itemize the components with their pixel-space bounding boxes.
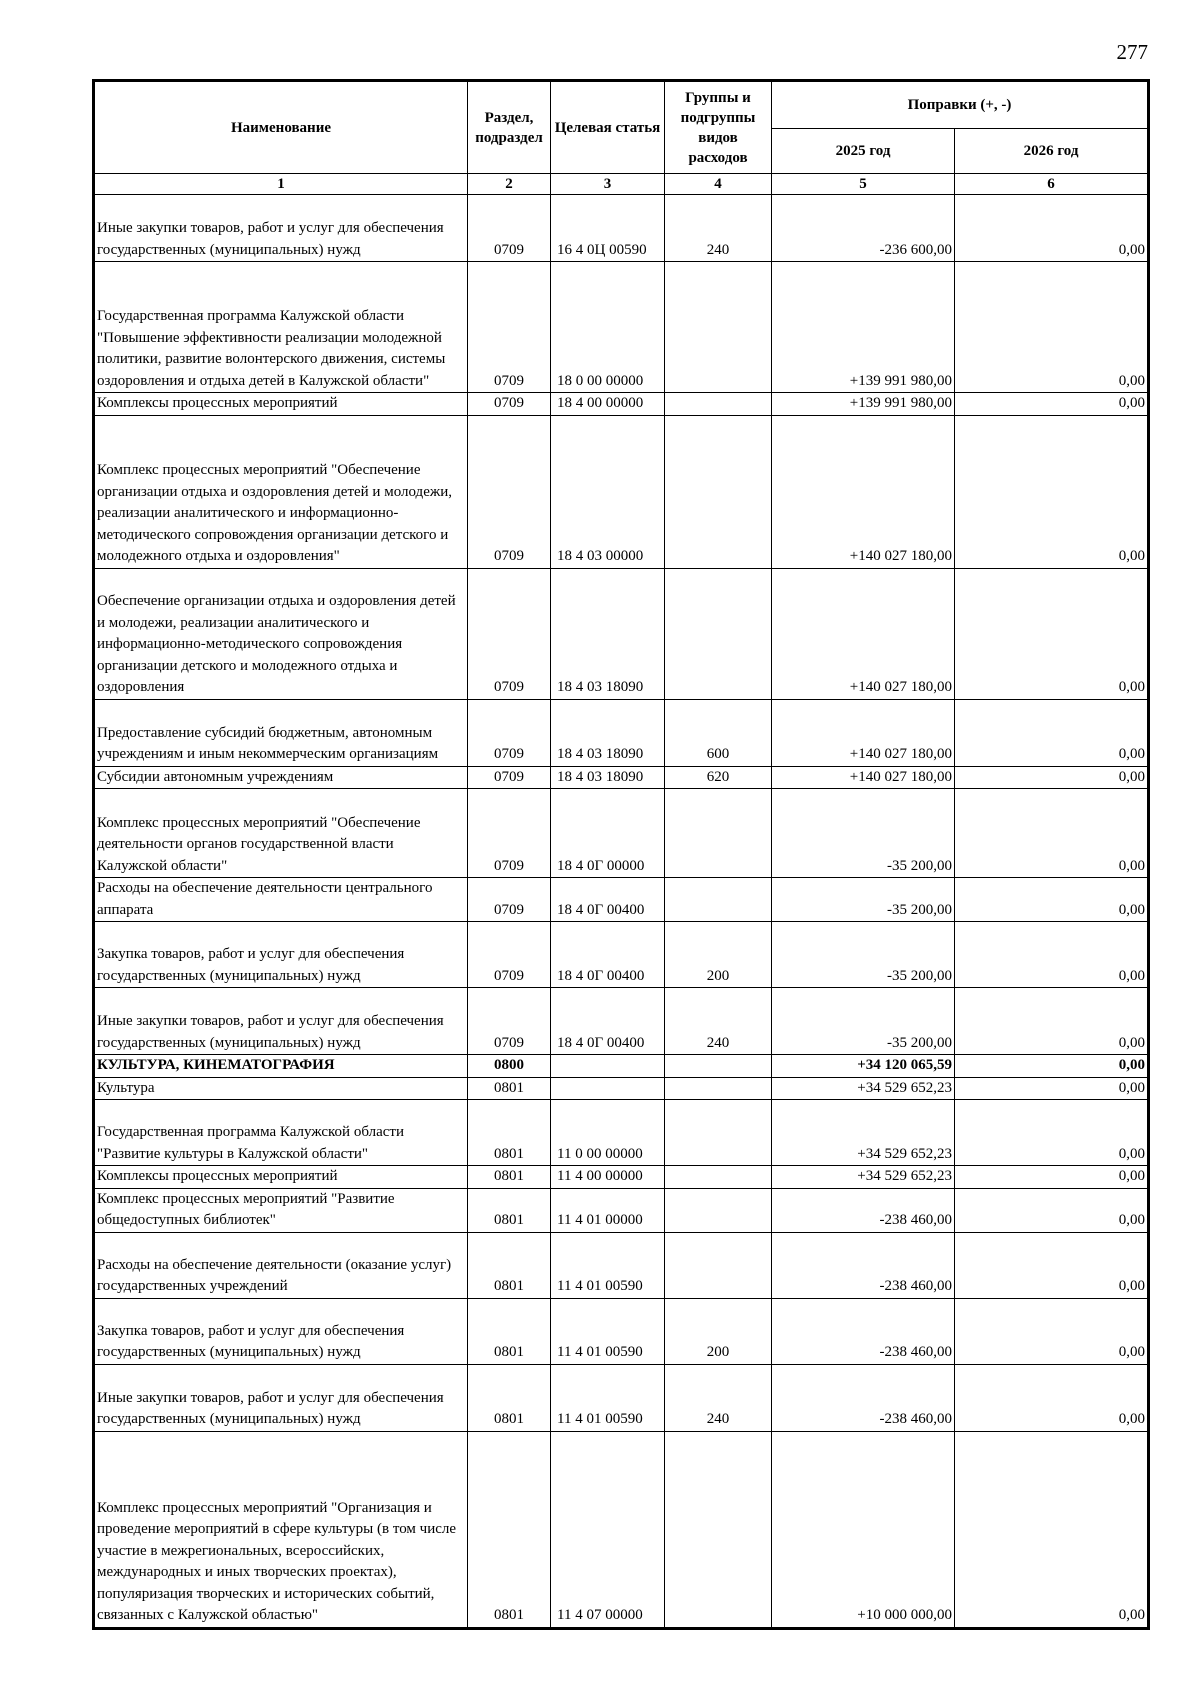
row-name: КУЛЬТУРА, КИНЕМАТОГРАФИЯ bbox=[94, 1055, 468, 1078]
row-expense-group bbox=[665, 1431, 772, 1628]
col-number: 2 bbox=[468, 174, 551, 195]
row-amendment-2026: 0,00 bbox=[955, 1100, 1149, 1166]
row-amendment-2026: 0,00 bbox=[955, 1166, 1149, 1189]
table-body bbox=[94, 195, 1149, 1629]
row-amendment-2025: -35 200,00 bbox=[772, 878, 955, 922]
row-amendment-2026: 0,00 bbox=[955, 878, 1149, 922]
row-amendment-2026: 0,00 bbox=[955, 1188, 1149, 1232]
table-row bbox=[94, 1055, 1149, 1078]
row-amendment-2026: 0,00 bbox=[955, 195, 1149, 262]
row-amendment-2026: 0,00 bbox=[955, 1232, 1149, 1298]
row-amendment-2025: +140 027 180,00 bbox=[772, 415, 955, 568]
header-group: Группы и подгруппы видов расходов bbox=[665, 81, 772, 174]
header-name: Наименование bbox=[94, 81, 468, 174]
header-section: Раздел, подраздел bbox=[468, 81, 551, 174]
header-year-2026: 2026 год bbox=[955, 129, 1149, 174]
row-name: Иные закупки товаров, работ и услуг для обеспечения государственных (муниципальных) нужд bbox=[94, 1364, 468, 1431]
row-amendment-2026: 0,00 bbox=[955, 922, 1149, 988]
row-section-code: 0709 bbox=[468, 568, 551, 699]
col-number: 5 bbox=[772, 174, 955, 195]
row-name: Расходы на обеспечение деятельности центрального аппарата bbox=[94, 878, 468, 922]
row-expense-group bbox=[665, 789, 772, 878]
row-amendment-2026: 0,00 bbox=[955, 262, 1149, 393]
row-target-article: 18 4 0Г 00400 bbox=[551, 878, 665, 922]
row-expense-group: 620 bbox=[665, 766, 772, 789]
row-section-code: 0709 bbox=[468, 789, 551, 878]
table-row bbox=[94, 789, 1149, 878]
row-section-code: 0801 bbox=[468, 1166, 551, 1189]
table-row bbox=[94, 1232, 1149, 1298]
row-target-article: 18 0 00 00000 bbox=[551, 262, 665, 393]
row-amendment-2025: +139 991 980,00 bbox=[772, 393, 955, 416]
budget-amendments-table bbox=[92, 79, 1150, 1630]
row-target-article: 11 4 07 00000 bbox=[551, 1431, 665, 1628]
row-amendment-2025: +34 120 065,59 bbox=[772, 1055, 955, 1078]
row-target-article: 18 4 03 18090 bbox=[551, 766, 665, 789]
row-name: Государственная программа Калужской области "Повышение эффективности реализации молодежной политики, развитие волонтерского движения, системы оздоровления и отдыха детей в Калужской области" bbox=[94, 262, 468, 393]
row-amendment-2025: +139 991 980,00 bbox=[772, 262, 955, 393]
row-expense-group bbox=[665, 568, 772, 699]
row-expense-group: 200 bbox=[665, 922, 772, 988]
row-section-code: 0709 bbox=[468, 699, 551, 766]
row-expense-group bbox=[665, 1077, 772, 1100]
row-section-code: 0801 bbox=[468, 1431, 551, 1628]
col-number: 1 bbox=[94, 174, 468, 195]
row-section-code: 0709 bbox=[468, 262, 551, 393]
page-number: 277 bbox=[1116, 40, 1148, 64]
row-target-article bbox=[551, 1077, 665, 1100]
header-year-2025: 2025 год bbox=[772, 129, 955, 174]
row-amendment-2026: 0,00 bbox=[955, 988, 1149, 1055]
row-section-code: 0800 bbox=[468, 1055, 551, 1078]
row-name: Комплексы процессных мероприятий bbox=[94, 1166, 468, 1189]
row-amendment-2026: 0,00 bbox=[955, 766, 1149, 789]
row-name: Иные закупки товаров, работ и услуг для обеспечения государственных (муниципальных) нужд bbox=[94, 988, 468, 1055]
row-section-code: 0709 bbox=[468, 878, 551, 922]
table-row bbox=[94, 878, 1149, 922]
row-target-article: 11 4 01 00590 bbox=[551, 1298, 665, 1364]
row-amendment-2026: 0,00 bbox=[955, 789, 1149, 878]
row-target-article: 18 4 03 00000 bbox=[551, 415, 665, 568]
row-name: Субсидии автономным учреждениям bbox=[94, 766, 468, 789]
table-row bbox=[94, 1298, 1149, 1364]
row-amendment-2025: -238 460,00 bbox=[772, 1188, 955, 1232]
table-row bbox=[94, 766, 1149, 789]
row-section-code: 0801 bbox=[468, 1232, 551, 1298]
row-amendment-2026: 0,00 bbox=[955, 1364, 1149, 1431]
table-row bbox=[94, 1077, 1149, 1100]
row-section-code: 0801 bbox=[468, 1100, 551, 1166]
row-name: Комплекс процессных мероприятий "Развитие общедоступных библиотек" bbox=[94, 1188, 468, 1232]
row-amendment-2025: +34 529 652,23 bbox=[772, 1166, 955, 1189]
row-section-code: 0709 bbox=[468, 922, 551, 988]
row-target-article: 18 4 0Г 00400 bbox=[551, 988, 665, 1055]
table-row bbox=[94, 1100, 1149, 1166]
row-expense-group bbox=[665, 878, 772, 922]
row-expense-group bbox=[665, 1100, 772, 1166]
row-section-code: 0709 bbox=[468, 195, 551, 262]
row-target-article: 18 4 03 18090 bbox=[551, 568, 665, 699]
col-number: 4 bbox=[665, 174, 772, 195]
row-expense-group bbox=[665, 415, 772, 568]
row-expense-group: 240 bbox=[665, 988, 772, 1055]
table-row bbox=[94, 195, 1149, 262]
row-expense-group: 240 bbox=[665, 1364, 772, 1431]
row-amendment-2026: 0,00 bbox=[955, 415, 1149, 568]
row-amendment-2025: -238 460,00 bbox=[772, 1232, 955, 1298]
row-expense-group bbox=[665, 393, 772, 416]
row-expense-group: 240 bbox=[665, 195, 772, 262]
row-amendment-2026: 0,00 bbox=[955, 1431, 1149, 1628]
row-target-article: 11 4 00 00000 bbox=[551, 1166, 665, 1189]
row-amendment-2026: 0,00 bbox=[955, 699, 1149, 766]
table-row bbox=[94, 415, 1149, 568]
row-amendment-2025: -35 200,00 bbox=[772, 988, 955, 1055]
row-section-code: 0801 bbox=[468, 1077, 551, 1100]
row-amendment-2025: +34 529 652,23 bbox=[772, 1100, 955, 1166]
row-section-code: 0801 bbox=[468, 1188, 551, 1232]
row-name: Закупка товаров, работ и услуг для обеспечения государственных (муниципальных) нужд bbox=[94, 1298, 468, 1364]
table-row bbox=[94, 1431, 1149, 1628]
row-target-article: 18 4 0Г 00000 bbox=[551, 789, 665, 878]
table-row bbox=[94, 1166, 1149, 1189]
row-section-code: 0709 bbox=[468, 766, 551, 789]
row-section-code: 0709 bbox=[468, 393, 551, 416]
row-amendment-2026: 0,00 bbox=[955, 1055, 1149, 1078]
row-target-article bbox=[551, 1055, 665, 1078]
row-name: Комплексы процессных мероприятий bbox=[94, 393, 468, 416]
row-section-code: 0709 bbox=[468, 988, 551, 1055]
table-row bbox=[94, 1188, 1149, 1232]
row-amendment-2025: -238 460,00 bbox=[772, 1298, 955, 1364]
row-expense-group: 600 bbox=[665, 699, 772, 766]
row-target-article: 11 4 01 00590 bbox=[551, 1364, 665, 1431]
row-target-article: 16 4 0Ц 00590 bbox=[551, 195, 665, 262]
row-expense-group bbox=[665, 262, 772, 393]
row-amendment-2025: +140 027 180,00 bbox=[772, 568, 955, 699]
row-name: Комплекс процессных мероприятий "Обеспечение организации отдыха и оздоровления детей и молодежи, реализации аналитического и информационно-методического сопровождения организации детского и молодежного отдыха и оздоровления" bbox=[94, 415, 468, 568]
table-row bbox=[94, 699, 1149, 766]
row-target-article: 11 4 01 00000 bbox=[551, 1188, 665, 1232]
row-section-code: 0709 bbox=[468, 415, 551, 568]
row-name: Культура bbox=[94, 1077, 468, 1100]
row-section-code: 0801 bbox=[468, 1298, 551, 1364]
row-name: Комплекс процессных мероприятий "Организация и проведение мероприятий в сфере культуры (в том числе участие в межрегиональных, всероссийских, международных и иных творческих проектах), популяризация творческих и исторических событий, связанных с Калужской областью" bbox=[94, 1431, 468, 1628]
row-amendment-2025: -35 200,00 bbox=[772, 922, 955, 988]
row-name: Государственная программа Калужской области "Развитие культуры в Калужской области" bbox=[94, 1100, 468, 1166]
row-target-article: 11 0 00 00000 bbox=[551, 1100, 665, 1166]
row-amendment-2025: +140 027 180,00 bbox=[772, 766, 955, 789]
row-amendment-2026: 0,00 bbox=[955, 393, 1149, 416]
row-amendment-2025: +10 000 000,00 bbox=[772, 1431, 955, 1628]
header-target: Целевая статья bbox=[551, 81, 665, 174]
row-name: Иные закупки товаров, работ и услуг для обеспечения государственных (муниципальных) нужд bbox=[94, 195, 468, 262]
row-target-article: 11 4 01 00590 bbox=[551, 1232, 665, 1298]
row-target-article: 18 4 03 18090 bbox=[551, 699, 665, 766]
row-target-article: 18 4 0Г 00400 bbox=[551, 922, 665, 988]
row-amendment-2025: -35 200,00 bbox=[772, 789, 955, 878]
row-amendment-2026: 0,00 bbox=[955, 1298, 1149, 1364]
row-expense-group bbox=[665, 1232, 772, 1298]
col-number: 3 bbox=[551, 174, 665, 195]
table-row bbox=[94, 393, 1149, 416]
row-amendment-2025: +34 529 652,23 bbox=[772, 1077, 955, 1100]
table-row bbox=[94, 988, 1149, 1055]
table-row bbox=[94, 568, 1149, 699]
row-amendment-2025: -238 460,00 bbox=[772, 1364, 955, 1431]
row-amendment-2025: +140 027 180,00 bbox=[772, 699, 955, 766]
table-row bbox=[94, 922, 1149, 988]
row-expense-group bbox=[665, 1055, 772, 1078]
row-name: Расходы на обеспечение деятельности (оказание услуг) государственных учреждений bbox=[94, 1232, 468, 1298]
row-expense-group: 200 bbox=[665, 1298, 772, 1364]
col-number: 6 bbox=[955, 174, 1149, 195]
row-name: Комплекс процессных мероприятий "Обеспечение деятельности органов государственной власти Калужской области" bbox=[94, 789, 468, 878]
row-name: Закупка товаров, работ и услуг для обеспечения государственных (муниципальных) нужд bbox=[94, 922, 468, 988]
row-expense-group bbox=[665, 1166, 772, 1189]
row-name: Предоставление субсидий бюджетным, автономным учреждениям и иным некоммерческим организациям bbox=[94, 699, 468, 766]
row-amendment-2026: 0,00 bbox=[955, 1077, 1149, 1100]
row-name: Обеспечение организации отдыха и оздоровления детей и молодежи, реализации аналитического и информационно-методического сопровождения организации детского и молодежного отдыха и оздоровления bbox=[94, 568, 468, 699]
row-expense-group bbox=[665, 1188, 772, 1232]
header-amendments: Поправки (+, -) bbox=[772, 81, 1149, 129]
table-row bbox=[94, 262, 1149, 393]
row-target-article: 18 4 00 00000 bbox=[551, 393, 665, 416]
row-amendment-2026: 0,00 bbox=[955, 568, 1149, 699]
row-section-code: 0801 bbox=[468, 1364, 551, 1431]
row-amendment-2025: -236 600,00 bbox=[772, 195, 955, 262]
table-row bbox=[94, 1364, 1149, 1431]
